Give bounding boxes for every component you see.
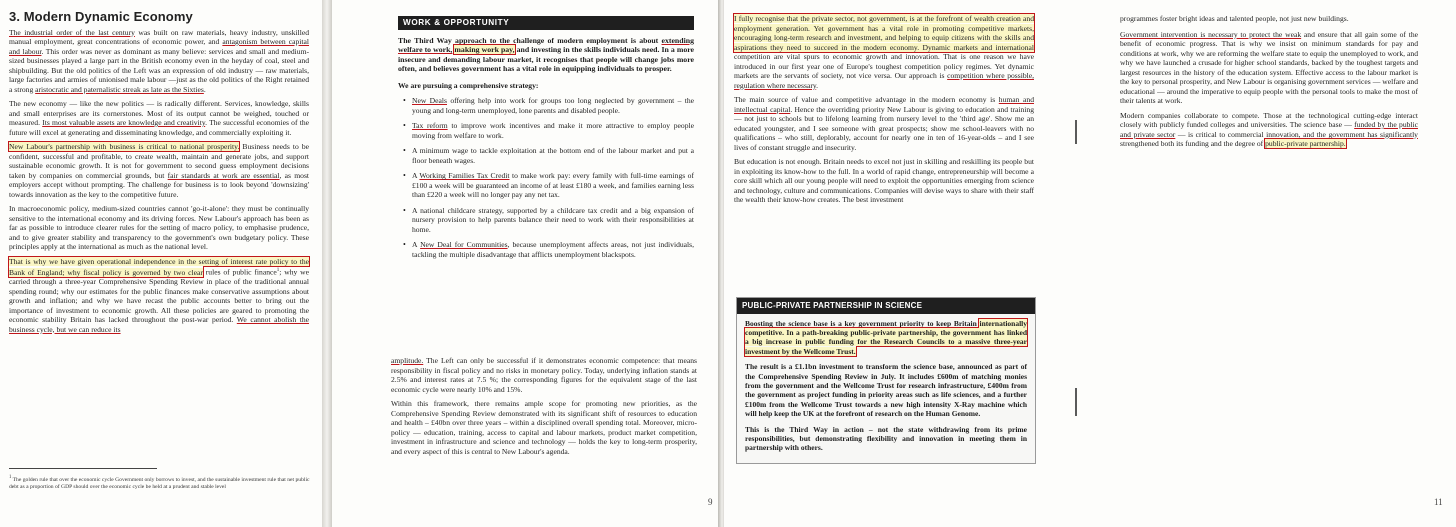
text-run: . Hence the overriding priority New Labour is giving to education and training — not just to schools but to lifelong learning from nursery level to the 'third age'. Show me an educated youngster, and I see someone with great prospects; show me school-leavers with no qualifications – who still, deplorably, account for nearly one in ten of 16-year-olds – and I see lives of constant struggle and insecurity.	[734, 104, 1034, 152]
text-run: A minimum wage to tackle exploitation at the bottom end of the labour market and put a floor beneath wages.	[412, 146, 694, 165]
underline-annotation: Its most valuable assets are knowledge and creativity	[42, 118, 206, 127]
paragraph-government-intervention	[1120, 30, 1418, 106]
highlight-annotation: New Labour's partnership with business is critical to national prosperity.	[9, 142, 240, 151]
underline-annotation: Working Families Tax Credit	[419, 171, 510, 181]
work-opportunity-box	[398, 16, 694, 265]
underline-annotation: We cannot abolish the business cycle, but we can reduce its	[9, 315, 309, 334]
text-run: offering help into work for groups too long neglected by government – the young and long-term unemployed, lone parents and disabled people.	[412, 96, 694, 115]
science-partnership-box	[736, 297, 1036, 464]
footnote-marker: 1	[276, 268, 280, 273]
page-number: 9	[708, 497, 713, 507]
paragraph-industrial-order	[9, 28, 309, 95]
paragraph-human-capital	[734, 95, 1034, 152]
text-run: was built on raw materials, heavy industry, unskilled manual employment, great concentrations of economic power, and	[9, 27, 309, 46]
text-run: . This order was never as dominant as many believe: services and small and medium-sized businesses played a large part in the British economy even in the heyday of coal, steel and shipbuilding. But the old politics of the Left was an expression of old industry — raw materials, large factories and armies of unionised male labour —just as the old politics of the Right retained a strong	[9, 46, 309, 94]
underline-annotation: funded by the public and private sector	[1120, 120, 1418, 139]
footnote-number: 1	[9, 475, 12, 480]
highlight-annotation: making work pay,	[454, 45, 515, 55]
text-run: and investing in the skills individuals need. In a more insecure and demanding labour market, it recognises that people will change jobs more often, and believes government has a vital role in equipping individuals to prosper.	[398, 45, 694, 74]
underline-annotation: extending welfare to work,	[398, 35, 694, 55]
highlight-annotation: I fully recognise that the private sector, not government, is at the forefront of wealth creation and employment generation. Yet government has a vital role in promoting competitive markets, encouraging long-term research and investment, and helping to equip citizens with the skills and aspirations they need to succeed in the modern economy. Dynamic markets and international	[734, 14, 1034, 52]
text-run: A	[412, 240, 421, 250]
text-run: to make work pay: every family with full-time earnings of £100 a week will be guaranteed an income of at least £180 a week, and families earning less than £220 a week will no longer pay any net tax.	[412, 171, 695, 200]
paragraph-bank-of-england	[9, 257, 309, 335]
science-partnership-banner: PUBLIC-PRIVATE PARTNERSHIP IN SCIENCE	[737, 298, 1035, 314]
text-run: , as most employers accept without prompting. The challenge for business is to look beyond 'downsizing' towards innovation as the key to the competitive future.	[9, 170, 310, 199]
page2-column	[391, 356, 697, 461]
page4-column	[1120, 14, 1418, 154]
underline-annotation: aristocratic and paternalistic streak as late as the Sixties	[35, 84, 204, 94]
highlight-annotation: internationally competitive. In a path-breaking public-private partnership, the government has linked a big increase in public funding for the Research Councils to a massive three-year investment by the Wellcome Trust.	[745, 318, 1027, 356]
list-item	[412, 146, 694, 165]
text-run: strengthened both its funding and the degree of	[1120, 139, 1266, 148]
page-9	[332, 0, 720, 527]
text-run: Modern companies collaborate to compete. Those at the technological cutting-edge interact closely with publicly funded colleges and universities. The science base —	[1120, 110, 1418, 129]
text-run: The Third Way approach to the challenge of modern employment is about	[398, 35, 662, 45]
work-opportunity-lead	[398, 36, 694, 74]
text-run: A national childcare strategy, supported by a childcare tax credit and a big expansion of nursery provision to help parents balance their need to work with their responsibilities at home.	[412, 205, 694, 234]
paragraph-macroeconomic: In macroeconomic policy, medium-sized countries cannot 'go-it-alone': they must be continually sensitive to the international economy and its driving forces. New Labour's approach has been as far as possible to introduce clearer rules for the setting of macro policy, to emphasise prudence, and to give greater stability and transparency to the government's own budgetary policy. These principles apply at the international as much as the national level.	[9, 204, 309, 251]
list-item	[412, 206, 694, 235]
text-run: to improve work incentives and make it more attractive to employ people moving from welfare to work.	[412, 121, 694, 140]
list-item	[412, 121, 694, 140]
text-run: .	[816, 80, 819, 90]
underline-annotation: The industrial order of the last century	[9, 27, 135, 37]
text-run: The Left can only be successful if it demonstrates economic competence: that means responsibility in fiscal policy and no risks in monetary policy. Today, underlying inflation stands at 2.5% and interest rates at 7.5 %; the corresponding figures for the equivalent stage of the last economic cycle were nearly 10% and 15%.	[391, 356, 697, 394]
text-run: rules of public finance	[202, 267, 277, 277]
page3-column	[734, 14, 1034, 210]
underline-annotation: New Deal for Communities	[420, 240, 508, 250]
underline-annotation: government has significantly	[1328, 129, 1418, 139]
paragraph-programmes: programmes foster bright ideas and talented people, not just new buildings.	[1120, 14, 1349, 23]
list-item	[412, 240, 694, 259]
text-run: A	[412, 171, 420, 181]
footnote-text: The golden rule that over the economic cycle Government only borrows to invest, and the sustainable investment rule that net public debt as a proportion of GDP should over the economic cycle be held at a prudent and stable level	[9, 476, 310, 490]
underline-annotation: Tax reform	[412, 121, 448, 131]
paragraph-modern-companies	[1120, 111, 1418, 149]
underline-annotation: Boosting the science base is a key government priority to keep Britain	[745, 318, 977, 328]
page-number: 11	[1434, 497, 1443, 507]
text-run: The main source of value and competitive advantage in the modern economy is	[734, 95, 999, 104]
paragraph-new-economy	[9, 99, 309, 137]
underline-annotation: fair standards at work are essential	[167, 170, 280, 180]
strategy-list	[398, 96, 694, 259]
text-run: . The successful economies of the future will excel at generating and disseminating knowledge, and commercially exploiting it.	[9, 118, 309, 137]
highlight-annotation: public-private partnership.	[1265, 139, 1346, 148]
page-gutter	[322, 0, 332, 527]
paragraph-micro-policy: Within this framework, there remains ample scope for promoting new priorities, as the Comprehensive Spending Review demonstrated with its significant shift of resources to education and health – £40bn over three years – within a disciplined overall spending total. Moreover, micro-policy — education, training, access to capital and labour markets, product market competition, investment in infrastructure and science and technology — holds the key to long-term prosperity, and every aspect of this is central to New Labour's agenda.	[391, 399, 697, 456]
page-left-outer	[0, 0, 322, 527]
paragraph-investment: The result is a £1.1bn investment to transform the science base, announced as part of the Comprehensive Spending Review in July. It includes £600m of matching monies from the government and the Wellcome Trust for research infrastructure, £400m from the government as project funding in priority areas such as life sciences, and a further £100m from the Wellcome Trust towards a new high intensity X-Ray machine which will help keep the UK at the forefront of research on the Human Genome.	[745, 362, 1027, 419]
science-partnership-body	[737, 314, 1035, 463]
underline-annotation: amplitude.	[391, 356, 424, 365]
page-10	[724, 0, 1116, 527]
paragraph-education: But education is not enough. Britain needs to excel not just in skilling and reskilling its people but in exploiting its know-how to the full. In a world of rapid change, entrepreneurship will become a core skill which all our young people will need to exploit the opportunities emerging from science and technology, culture and communications. Companies will devise ways to share with their staff the wealth their know-how creates. The best investment	[734, 157, 1034, 204]
text-run: .	[203, 84, 206, 94]
underline-annotation: New Deals	[412, 96, 447, 106]
work-opportunity-banner: WORK & OPPORTUNITY	[398, 16, 694, 30]
text-run: and ensure that all gain some of the benefit of economic progress. That is why we insist on minimum standards for pay and conditions at work, why we are reforming the welfare state to equip the unemployed to work, and why we have launched a crusade for higher school standards, backed by the toughest targets and largest resources in the history of the education system. Effective access to the labour market is the key to personal prosperity, and New Labour is organising government services — welfare and educational — around the imperative to equip people with the personal tools to make the most of their talents at work.	[1120, 29, 1418, 105]
text-run: , because unemployment affects areas, not just individuals, tackling the multiple disadvantage that afflicts unemployment blackspots.	[412, 240, 695, 259]
list-item	[412, 96, 694, 115]
text-run: — is critical to commercial innovation, and the	[1175, 129, 1329, 139]
paragraph-business-partnership	[9, 142, 309, 199]
section-heading: 3. Modern Dynamic Economy	[9, 9, 193, 24]
margin-mark	[1075, 120, 1077, 144]
page-11	[1116, 0, 1456, 527]
underline-annotation: competition where possible, regulation where necessary	[734, 71, 1034, 90]
page1-column	[9, 9, 310, 339]
highlight-annotation: That is why we have given operational independence in the setting of interest rate policy to the Bank of England; why fiscal policy is governed by two clear	[9, 256, 309, 277]
text-run: The new economy — like the new politics — is radically different. Services, knowledge, skills and small enterprises are its cornerstones. Most of its output cannot be weighed, touched or measured.	[9, 99, 309, 127]
strategy-intro: We are pursuing a comprehensive strategy:	[398, 80, 539, 90]
paragraph-science-base	[745, 319, 1027, 357]
paragraph-private-sector	[734, 14, 1034, 90]
footnote-rule	[9, 468, 157, 469]
text-run: competition are vital spurs to economic growth and innovation. That is one reason we have introduced in our first year one of Europe's toughest competition policy regimes. Yet dynamic markets are the servants of society, not vice versa. Our approach is	[734, 52, 1034, 80]
underline-annotation: antagonism between capital and labour	[9, 37, 310, 56]
text-run: ; why we carried through a three-year Comprehensive Spending Review in place of the traditional annual spending round; why our estimates for the public finances make conservative assumptions about growth and inflation; and why we have recast the public accounts better to bring out the importance of investment to economic growth. All these policies are geared to promoting the economic stability Britain has lacked throughout the post-war period.	[9, 267, 310, 325]
underline-annotation: Government intervention is necessary to protect the weak	[1120, 29, 1302, 39]
text-run: Business needs to be confident, successful and profitable, to create wealth, maintain and generate jobs, and support sustainable economic growth. It is not for government to second guess employment decisions taken by companies on commercial grounds, but	[9, 142, 309, 180]
paragraph-amplitude	[391, 356, 697, 394]
footnote	[9, 468, 311, 491]
margin-mark	[1075, 388, 1077, 416]
list-item	[412, 171, 694, 200]
underline-annotation: human and intellectual capital	[734, 95, 1034, 114]
paragraph-third-way: This is the Third Way in action – not the state withdrawing from its prime responsibilities, but demonstrating flexibility and innovation in meeting them in partnership with others.	[745, 424, 1027, 453]
